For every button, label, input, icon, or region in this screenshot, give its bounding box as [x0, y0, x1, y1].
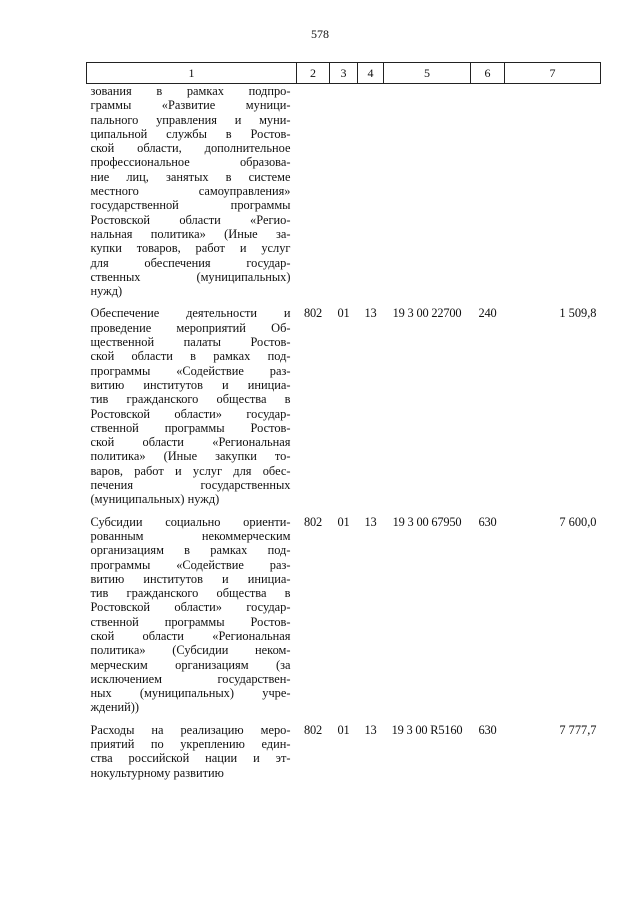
header-col-5: 5: [384, 63, 471, 84]
description-line: нужд): [90, 284, 123, 299]
description-line: Субсидии социально ориенти-: [90, 514, 291, 529]
description-line: витию институтов и инициа-: [90, 571, 291, 586]
expense-type-code: 630: [478, 722, 497, 737]
description-line: местного самоуправления»: [90, 184, 291, 199]
description-line: печения государственных: [90, 478, 291, 493]
header-col-3: 3: [330, 63, 358, 84]
header-col-7: 7: [505, 63, 601, 84]
description-line: рованным некоммерческим: [90, 528, 291, 543]
description-line: ние лиц, занятых в системе: [90, 169, 291, 184]
page-number: 578: [311, 27, 329, 41]
description-line: Ростовской области» государ-: [90, 406, 291, 421]
header-col-4: 4: [358, 63, 384, 84]
description-line: государственной программы: [90, 198, 291, 213]
table-row: [87, 715, 601, 780]
amount-value: [505, 84, 601, 299]
description-line: ственной программы Ростов-: [90, 614, 291, 629]
description-line: мерческим организациям (за: [90, 657, 291, 672]
description-line: пального управления и муни-: [90, 112, 291, 127]
table-header: [87, 63, 601, 84]
target-article-code: [384, 84, 471, 299]
header-col-1: 1: [87, 63, 297, 84]
subsection-code: 13: [364, 306, 377, 321]
description-line: нальная политика» (Иные за-: [90, 226, 291, 241]
amount-value: 1 509,8: [559, 306, 597, 321]
description-line: купки товаров, работ и услуг: [90, 241, 291, 256]
budget-table: [86, 62, 601, 780]
amount-value: 7 600,0: [559, 514, 597, 529]
description-line: Расходы на реализацию меро-: [90, 722, 291, 737]
section-code: 01: [337, 514, 350, 529]
ministry-code: 802: [304, 722, 322, 737]
description-line: ных (муниципальных) учре-: [90, 686, 291, 701]
description-line: щественной палаты Ростов-: [90, 335, 291, 350]
section-code: [330, 84, 358, 299]
subsection-code: 13: [364, 514, 377, 529]
expense-description: [87, 715, 297, 780]
description-line: ственной программы Ростов-: [90, 420, 291, 435]
table-row: [87, 298, 601, 506]
table-row: [87, 507, 601, 715]
description-line: программы «Содействие раз-: [90, 557, 291, 572]
description-line: ства российской нации и эт-: [90, 751, 291, 766]
description-line: профессиональное образова-: [90, 155, 291, 170]
ministry-code: 802: [304, 514, 322, 529]
header-col-6: 6: [471, 63, 505, 84]
description-line: ждений)): [90, 700, 140, 715]
expense-description: [87, 84, 297, 299]
description-line: Ростовской области» государ-: [90, 600, 291, 615]
ministry-code: [297, 84, 330, 299]
subsection-code: 13: [364, 722, 377, 737]
description-line: политика» (Субсидии неком-: [90, 643, 291, 658]
description-line: политика» (Иные закупки то-: [90, 449, 291, 464]
expense-type-code: [471, 84, 505, 299]
table-row: [87, 84, 601, 299]
description-line: приятий по укреплению един-: [90, 737, 291, 752]
description-line: (муниципальных) нужд): [90, 492, 220, 507]
target-article-code: 19 3 00 R5160: [391, 722, 463, 737]
table-body: [87, 84, 601, 780]
target-article-code: 19 3 00 67950: [392, 514, 462, 529]
description-line: витию институтов и инициа-: [90, 377, 291, 392]
description-line: проведение мероприятий Об-: [90, 320, 291, 335]
description-line: граммы «Развитие муници-: [90, 98, 291, 113]
description-line: организациям в рамках под-: [90, 543, 291, 558]
description-line: ственных (муниципальных): [90, 269, 291, 284]
description-line: ской области «Региональная: [90, 628, 291, 643]
description-line: Обеспечение деятельности и: [90, 306, 291, 321]
description-line: тив гражданского общества в: [90, 392, 291, 407]
description-line: программы «Содействие раз-: [90, 363, 291, 378]
description-line: Ростовской области «Регио-: [90, 212, 291, 227]
expense-description: [87, 298, 297, 506]
description-line: исключением государствен-: [90, 671, 291, 686]
expense-description: [87, 507, 297, 715]
description-line: ской области, дополнительное: [90, 141, 291, 156]
section-code: 01: [337, 306, 350, 321]
description-line: варов, работ и услуг для обес-: [90, 463, 291, 478]
description-line: ципальной службы в Ростов-: [90, 126, 291, 141]
description-line: нокультурному развитию: [90, 765, 224, 780]
amount-value: 7 777,7: [559, 722, 597, 737]
target-article-code: 19 3 00 22700: [392, 306, 462, 321]
description-line: зования в рамках подпро-: [90, 84, 291, 98]
description-line: для обеспечения государ-: [90, 255, 291, 270]
description-line: ской области в рамках под-: [90, 349, 291, 364]
ministry-code: 802: [304, 306, 322, 321]
description-line: ской области «Региональная: [90, 435, 291, 450]
expense-type-code: 240: [478, 306, 497, 321]
expense-type-code: 630: [478, 514, 497, 529]
subsection-code: [358, 84, 384, 299]
description-line: тив гражданского общества в: [90, 586, 291, 601]
section-code: 01: [337, 722, 350, 737]
header-col-2: 2: [297, 63, 330, 84]
